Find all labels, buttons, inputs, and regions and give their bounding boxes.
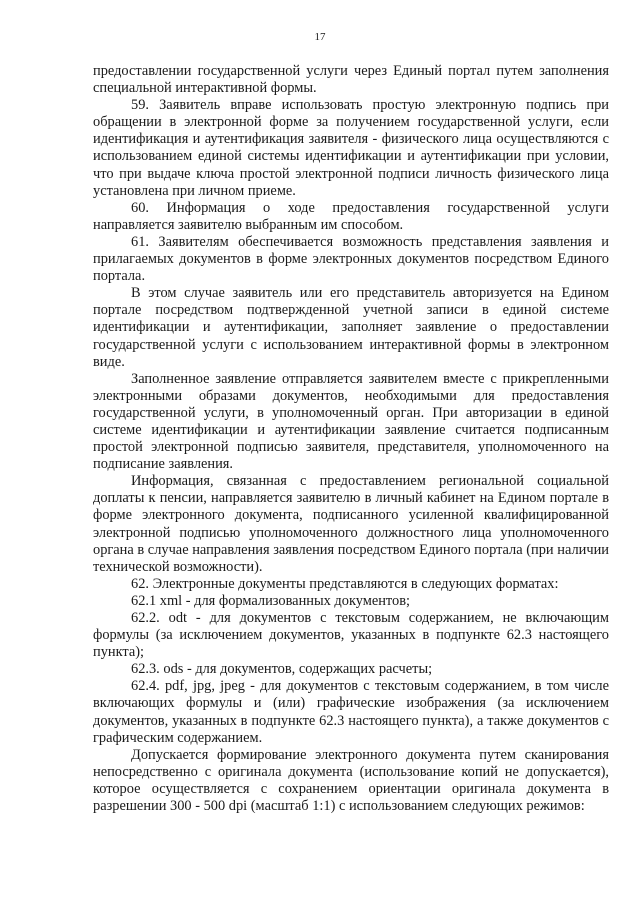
paragraph-scanning: Допускается формирование электронного документа путем сканирования непосредственно с оригинала документа (использование копий не допускается), которое осуществляется с сохранением ориентации оригинала документа в разрешении 300 - 500 dpi (масштаб 1:1) с использованием следующих режимов: <box>93 746 609 815</box>
paragraph-62-4: 62.4. pdf, jpg, jpeg - для документов с текстовым содержанием, в том числе включающих формулы и (или) графические изображения (за исключением документов, указанных в подпункте 62.3 настоящего пункта), а также документов с графическим содержанием. <box>93 678 609 746</box>
document-body <box>93 63 609 815</box>
paragraph-authorization: В этом случае заявитель или его представитель авторизуется на Едином портале посредством подтвержденной учетной записи в единой системе идентификации и аутентификации, заполняет заявление о предоставлении государственной услуги с использованием интерактивной формы в электронном виде. <box>93 285 609 370</box>
paragraph-62-2: 62.2. odt - для документов с текстовым содержанием, не включающим формулы (за исключением документов, указанных в подпункте 62.3 настоящего пункта); <box>93 610 609 661</box>
paragraph-62-1: 62.1 xml - для формализованных документов; <box>131 592 411 609</box>
page-number: 17 <box>314 31 326 43</box>
paragraph-62: 62. Электронные документы представляются в следующих форматах: <box>131 575 559 592</box>
paragraph-information: Информация, связанная с предоставлением региональной социальной доплаты к пенсии, направляется заявителю в личный кабинет на Едином портале в форме электронного документа, подписанного усиленной квалифицированной электронной подписью уполномоченного должностного лица уполномоченного органа в случае направления заявления посредством Единого портала (при наличии технической возможности). <box>93 473 609 575</box>
paragraph-submission: Заполненное заявление отправляется заявителем вместе с прикрепленными электронными образами документов, необходимыми для предоставления государственной услуги, в уполномоченный орган. При авторизации в единой системе идентификации и аутентификации заявление считается подписанным простой электронной подписью заявителя, представителя, уполномоченного на подписание заявления. <box>93 370 609 473</box>
paragraph-60: 60. Информация о ходе предоставления государственной услуги направляется заявителю выбранным им способом. <box>93 199 609 233</box>
paragraph-62-3: 62.3. ods - для документов, содержащих расчеты; <box>131 661 433 678</box>
paragraph-59: 59. Заявитель вправе использовать простую электронную подпись при обращении в электронной форме за получением государственной услуги, если идентификация и аутентификация заявителя - физического лица осуществляются с использованием единой системы идентификации и аутентификации при условии, что при выдаче ключа простой электронной подписи личность физического лица установлена при личном приеме. <box>93 97 609 199</box>
paragraph-continuation: предоставлении государственной услуги через Единый портал путем заполнения специальной интерактивной формы. <box>93 63 609 97</box>
paragraph-61: 61. Заявителям обеспечивается возможность представления заявления и прилагаемых документов в форме электронных документов посредством Единого портала. <box>93 233 609 285</box>
